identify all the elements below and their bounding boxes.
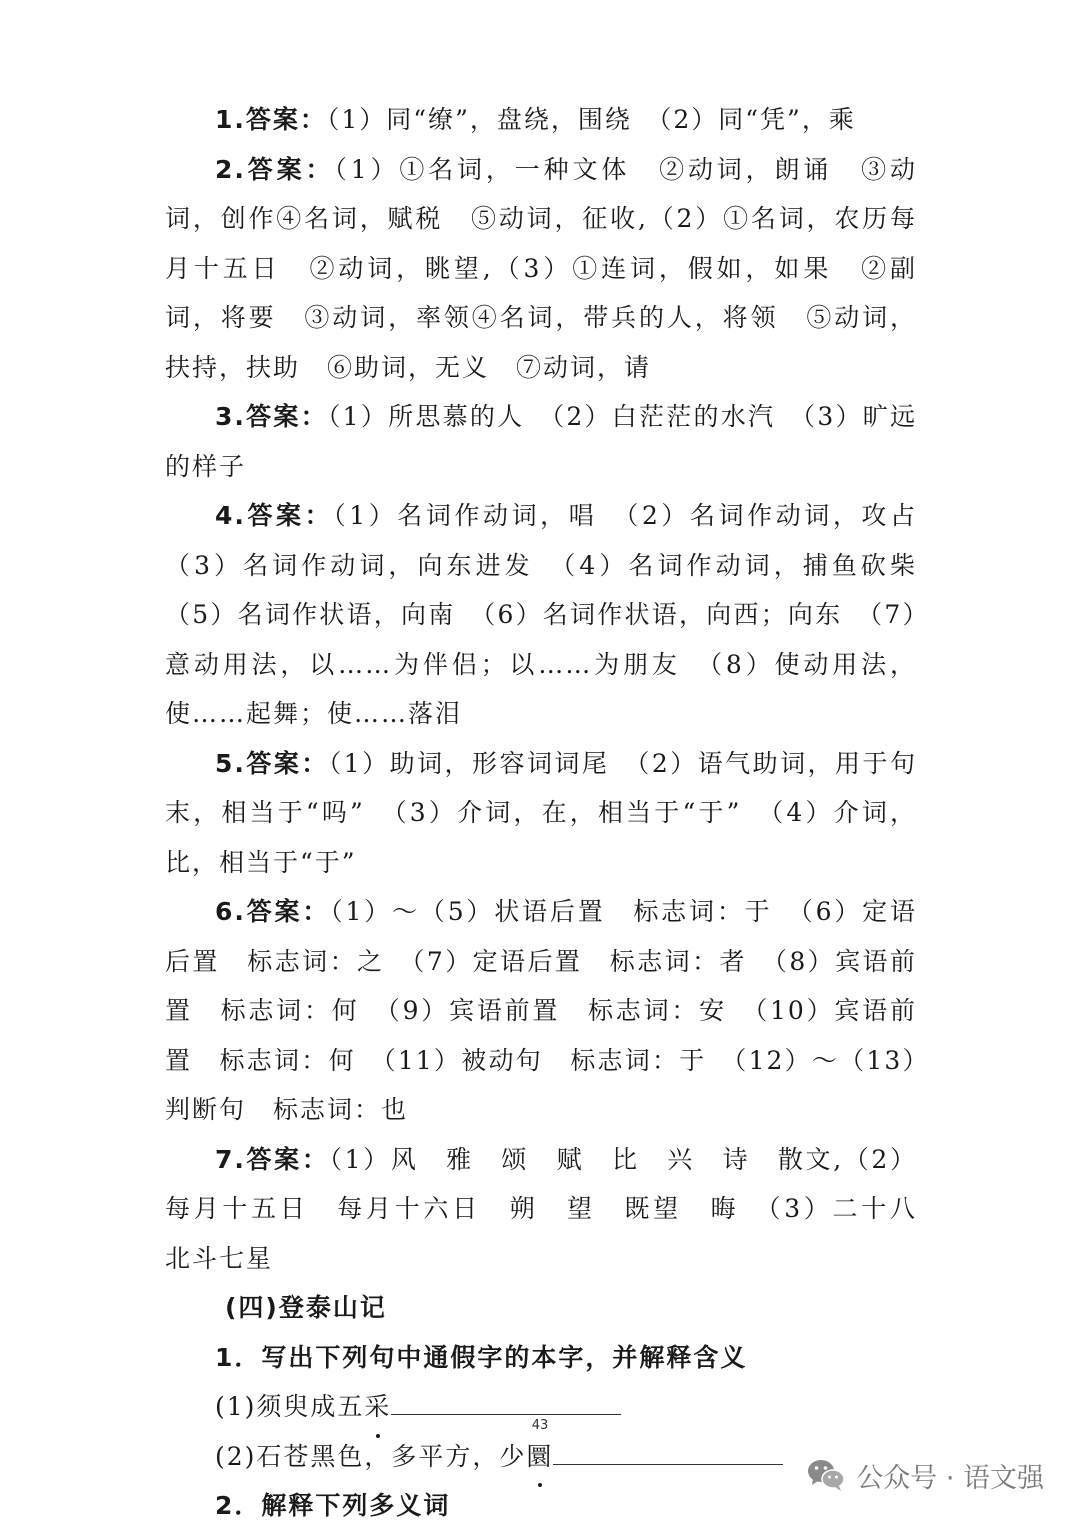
question-1-item-2 — [165, 1432, 917, 1482]
answer-text: （1）～（5）状语后置 标志词：于 （6）定语后置 标志词：之 （7）定语后置 标志词：者 （8）宾语前置 标志词：何 （9）宾语前置 标志词：安 （10）宾语前置 标志词：何 （11）被动句 标志词：于 （12）～（13）判断句 标志词：也 — [165, 897, 917, 1124]
answer-4 — [165, 491, 945, 739]
answer-label: 2.答案： — [215, 154, 335, 184]
answer-label: 5.答案： — [215, 748, 329, 778]
page-number: 43 — [531, 1418, 549, 1433]
answer-3 — [165, 392, 917, 491]
question-2-title: 2．解释下列多义词 — [215, 1491, 451, 1520]
section-heading: (四)登泰山记 — [225, 1293, 387, 1322]
answer-7 — [165, 1135, 945, 1284]
answer-text: （1）助词，形容词词尾 （2）语气助词，用于句末，相当于“吗” （3）介词，在，相当于“于” （4）介词，比，相当于“于” — [165, 748, 917, 877]
answer-label: 3.答案： — [215, 402, 328, 431]
dotted-character: 圜 — [526, 1432, 553, 1482]
dotted-character: 采 — [364, 1382, 391, 1432]
answer-text: （1）所思慕的人 （2）白茫茫的水汽 （3）旷远的样子 — [165, 402, 917, 481]
answer-text: （1）风 雅 颂 赋 比 兴 诗 散文,（2）每月十五日 每月十六日 朔 望 既望 晦 （3）二十八 北斗七星 — [165, 1144, 945, 1273]
item-prefix: (2)石苍黑色，多平方，少 — [215, 1441, 527, 1471]
answer-label: 1.答案： — [215, 105, 327, 134]
answer-label: 7.答案： — [215, 1144, 330, 1174]
answer-label: 6.答案： — [215, 897, 331, 926]
wechat-icon — [806, 1457, 846, 1493]
watermark — [806, 1452, 1044, 1498]
watermark-text: 公众号 · 语文强 — [856, 1462, 1044, 1494]
answer-text: （1）名词作动词，唱 （2）名词作动词，攻占 （3）名词作动词，向东进发 （4）名词作动词，捕鱼砍柴 （5）名词作状语，向南 （6）名词作状语，向西；向东 （7）意动用法，以……为伴侣；以……为朋友 （8）使动用法，使……起舞；使……落泪 — [165, 501, 945, 728]
question-1-title: 1．写出下列句中通假字的本字，并解释含义 — [215, 1342, 748, 1372]
answer-5 — [165, 739, 917, 888]
answer-text: （1）同“缭”，盘绕，围绕 （2）同“凭”，乘 — [326, 105, 856, 134]
item-prefix: (1)须臾成五 — [215, 1392, 365, 1421]
answer-6 — [165, 887, 917, 1135]
answer-2 — [165, 145, 917, 393]
answer-label: 4.答案： — [215, 501, 334, 530]
answer-blank[interactable] — [391, 1384, 621, 1415]
answer-1 — [165, 95, 917, 145]
answer-text: （1）①名词，一种文体 ②动词，朗诵 ③动词，创作④名词，赋税 ⑤动词，征收,（2）①名词，农历每月十五日 ②动词，眺望,（3）①连词，假如，如果 ②副词，将要 ③动词，率领④名词，带兵的人，将领 ⑤动词，扶持，扶助 ⑥助词，无义 ⑦动词，请 — [165, 154, 917, 382]
answer-blank[interactable] — [553, 1434, 783, 1465]
page-content — [165, 95, 945, 1531]
